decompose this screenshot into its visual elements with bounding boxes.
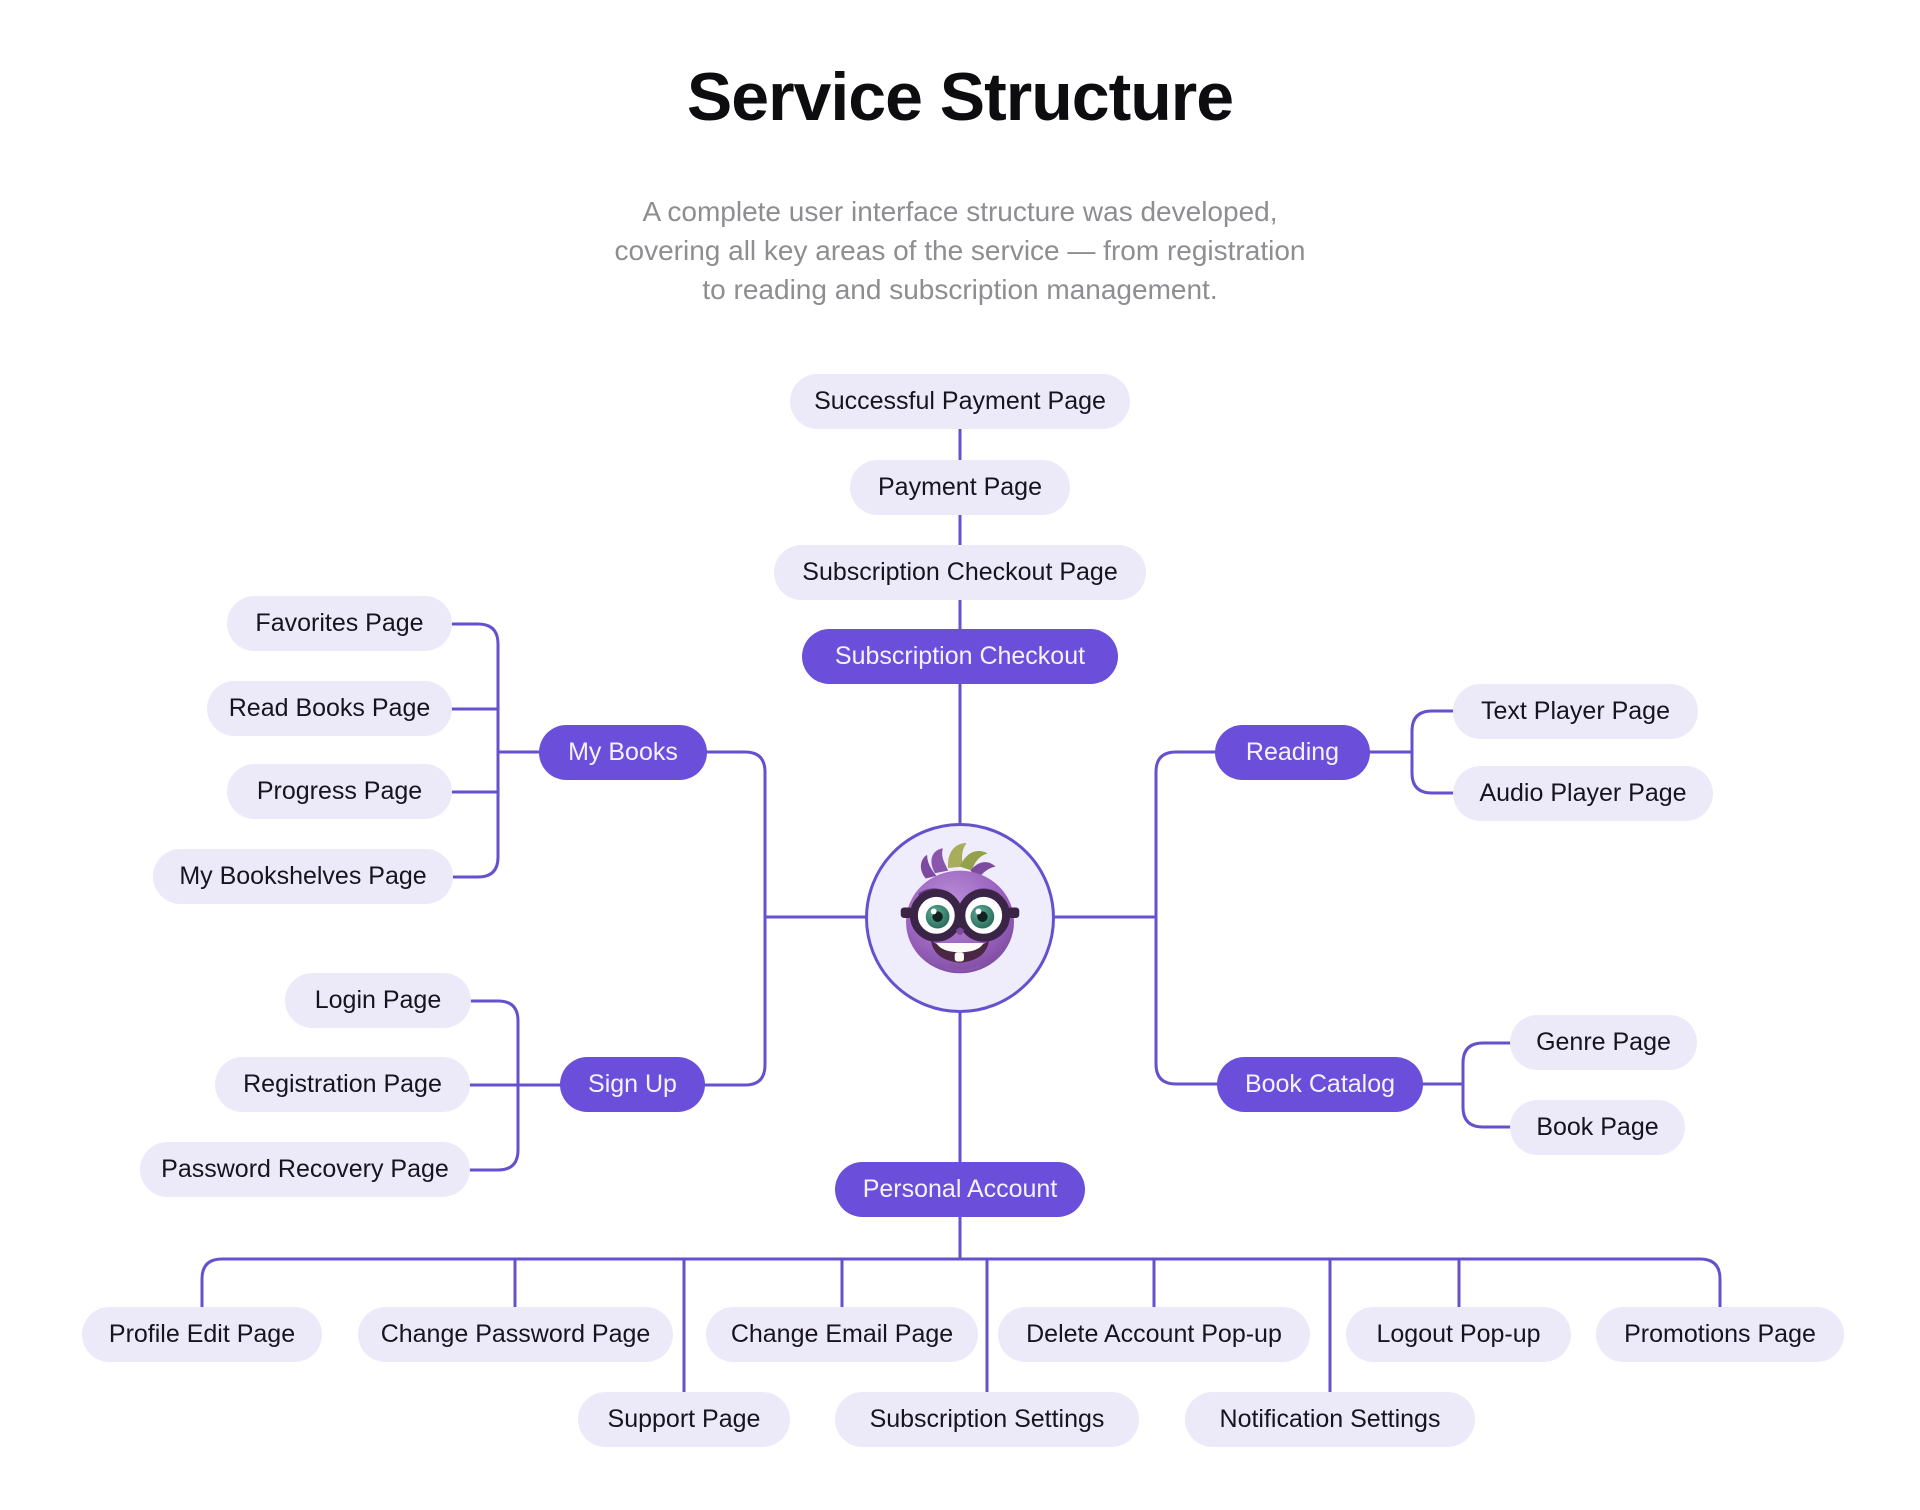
node-favorites-page: Favorites Page: [227, 596, 452, 651]
node-audio-player-page: Audio Player Page: [1453, 766, 1713, 821]
node-password-recovery-page: Password Recovery Page: [140, 1142, 470, 1197]
branch-book-catalog: Book Catalog: [1217, 1057, 1423, 1112]
node-subscription-checkout-page: Subscription Checkout Page: [774, 545, 1146, 600]
node-payment-page: Payment Page: [850, 460, 1070, 515]
node-successful-payment-page: Successful Payment Page: [790, 374, 1130, 429]
mascot-avatar: [881, 839, 1039, 997]
node-text-player-page: Text Player Page: [1453, 684, 1698, 739]
node-delete-account-popup: Delete Account Pop-up: [998, 1307, 1310, 1362]
branch-personal-account: Personal Account: [835, 1162, 1085, 1217]
subtitle-line: to reading and subscription management.: [702, 274, 1218, 305]
node-subscription-settings: Subscription Settings: [835, 1392, 1139, 1447]
node-change-email-page: Change Email Page: [706, 1307, 978, 1362]
node-read-books-page: Read Books Page: [207, 681, 452, 736]
node-promotions-page: Promotions Page: [1596, 1307, 1844, 1362]
branch-subscription-checkout: Subscription Checkout: [802, 629, 1118, 684]
node-support-page: Support Page: [578, 1392, 790, 1447]
page-title: Service Structure: [686, 59, 1234, 135]
node-book-page: Book Page: [1510, 1100, 1685, 1155]
subtitle-line: covering all key areas of the service — from registration: [614, 235, 1306, 266]
node-notification-settings: Notification Settings: [1185, 1392, 1475, 1447]
branch-sign-up: Sign Up: [560, 1057, 705, 1112]
node-my-bookshelves-page: My Bookshelves Page: [153, 849, 453, 904]
branch-reading: Reading: [1215, 725, 1370, 780]
node-logout-popup: Logout Pop-up: [1346, 1307, 1571, 1362]
node-login-page: Login Page: [285, 973, 471, 1028]
node-profile-edit-page: Profile Edit Page: [82, 1307, 322, 1362]
subtitle-line: A complete user interface structure was developed,: [642, 196, 1278, 227]
node-progress-page: Progress Page: [227, 764, 452, 819]
node-change-password-page: Change Password Page: [358, 1307, 673, 1362]
node-genre-page: Genre Page: [1510, 1015, 1697, 1070]
node-registration-page: Registration Page: [215, 1057, 470, 1112]
central-hub: [865, 823, 1055, 1013]
branch-my-books: My Books: [539, 725, 707, 780]
